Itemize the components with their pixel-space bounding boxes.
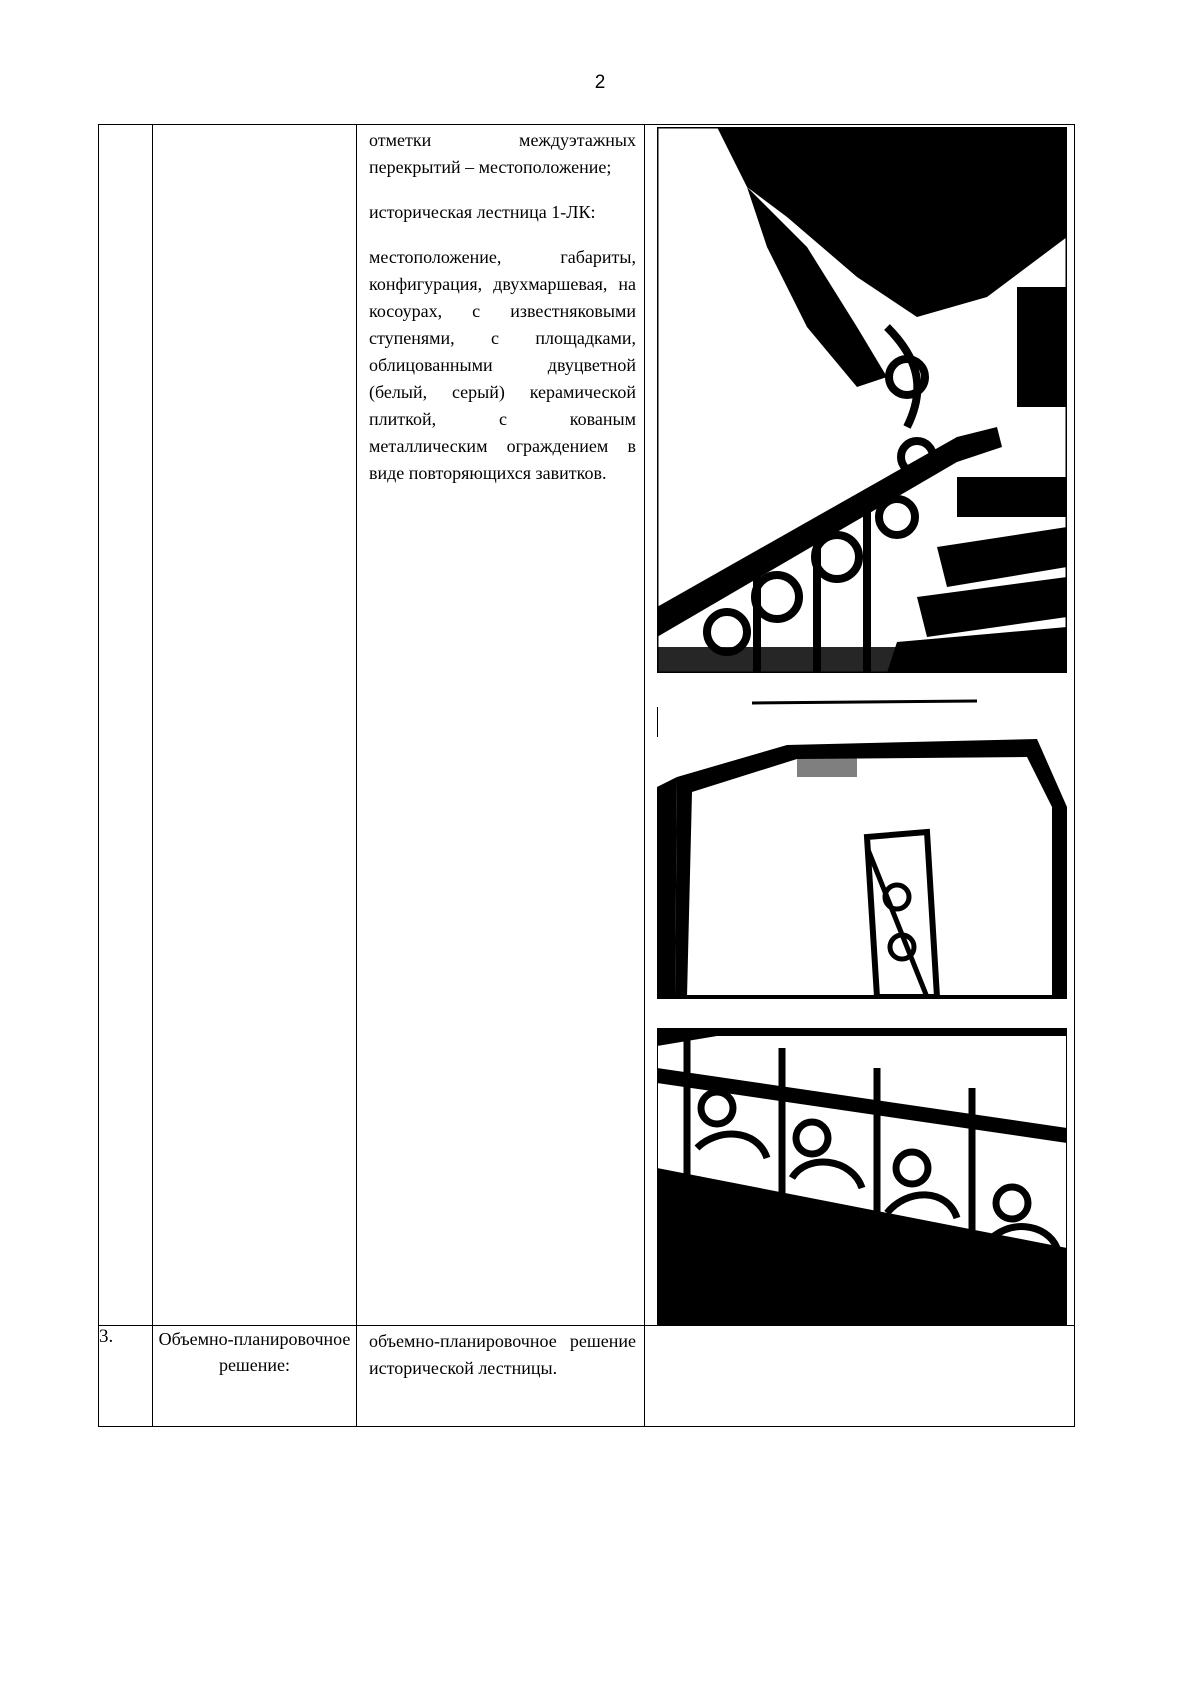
subject-protection-table [98,124,1075,1427]
description-paragraph: объемно-планировочное решение исторической лестницы. [369,1331,636,1378]
photo-cell [645,125,1075,1326]
photo-cell [645,1326,1075,1427]
description-paragraph: историческая лестница 1-ЛК: [369,202,596,222]
table-row [99,125,1075,1326]
table-row [99,1326,1075,1427]
description-paragraph: отметки междуэтажных перекрытий – местоположение; [369,130,636,177]
row-name: Объемно-планировочное решение: [153,1326,357,1427]
staircase-photo-1 [657,127,1067,673]
railing-photo-3 [657,1028,1067,1325]
number-cell [99,125,153,1326]
description-cell [357,125,645,1326]
description-cell [357,1326,645,1427]
page-number: 2 [594,72,606,93]
staircase-photo-2 [657,697,1067,999]
description-paragraph: местоположение, габариты, конфигурация, двухмаршевая, на косоурах, с известняковыми ступенями, с площадками, облицованными двуцветной (белый, серый) керамической плиткой, с кованым металлическим ограждением в виде повторяющихся завитков. [369,247,636,483]
row-number: 3. [99,1326,153,1427]
name-cell [153,125,357,1326]
